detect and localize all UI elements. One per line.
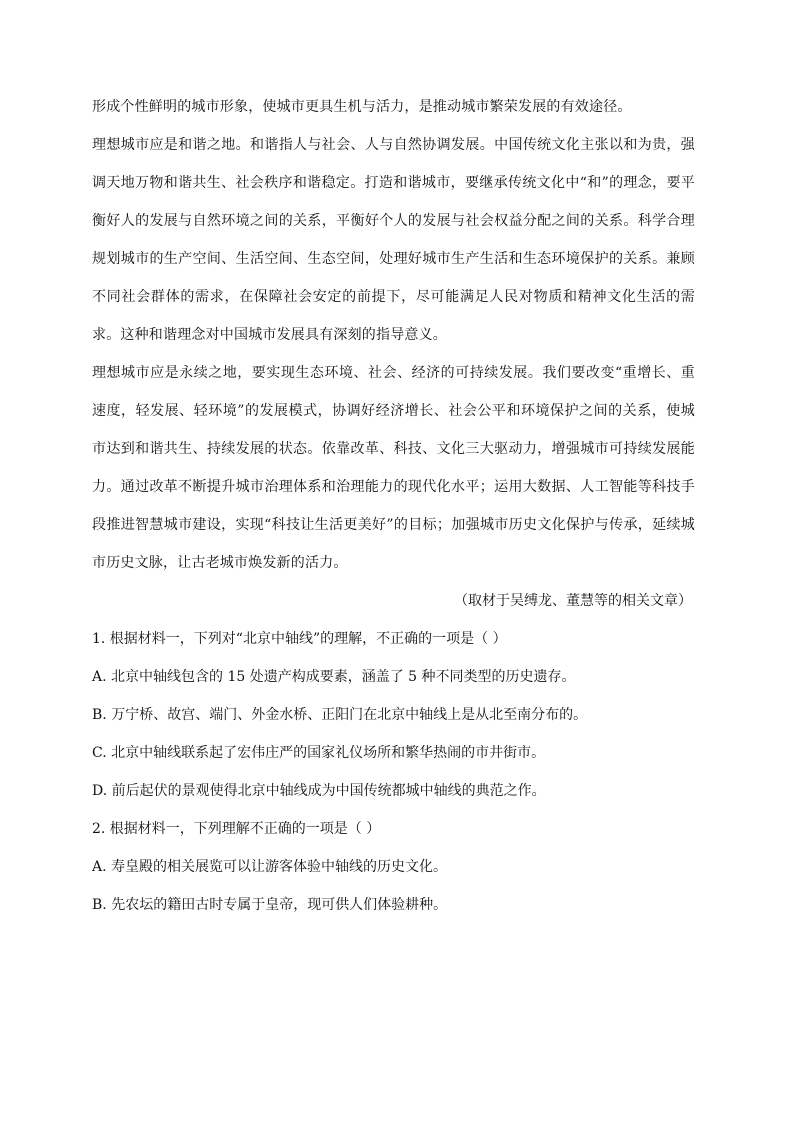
- option-b: B. 万宁桥、故宫、端门、外金水桥、正阳门在北京中轴线上是从北至南分布的。: [92, 707, 588, 723]
- question-stem: 1. 根据材料一，下列对“北京中轴线”的理解，不正确的一项是（ ）: [92, 631, 507, 647]
- question-stem: 2. 根据材料一，下列理解不正确的一项是（ ）: [92, 821, 381, 837]
- option-d: D. 前后起伏的景观使得北京中轴线成为中国传统都城中轴线的典范之作。: [92, 783, 546, 799]
- source-citation: （取材于吴缚龙、董慧等的相关文章）: [454, 593, 692, 609]
- question-1: [92, 620, 695, 810]
- paragraph-intro: 形成个性鲜明的城市形象，使城市更具生机与活力，是推动城市繁荣发展的有效途径。: [92, 99, 632, 115]
- option-a: A. 北京中轴线包含的 15 处遗产构成要素，涵盖了 5 种不同类型的历史遗存。: [92, 669, 576, 685]
- option-a: A. 寿皇殿的相关展览可以让游客体验中轴线的历史文化。: [92, 859, 448, 875]
- document-page: [92, 88, 695, 924]
- option-b: B. 先农坛的籍田古时专属于皇帝，现可供人们体验耕种。: [92, 897, 448, 913]
- option-c: C. 北京中轴线联系起了宏伟庄严的国家礼仪场所和繁华热闹的市井街市。: [92, 745, 546, 761]
- question-2: [92, 810, 695, 924]
- paragraph-sustainable: 理想城市应是永续之地，要实现生态环境、社会、经济的可持续发展。我们要改变“重增长、重速度，轻发展、轻环境”的发展模式，协调好经济增长、社会公平和环境保护之间的关系，使城市达到和谐共生、持续发展的状态。依靠改革、科技、文化三大驱动力，增强城市可持续发展能力。通过改革不断提升城市治理体系和治理能力的现代化水平；运用大数据、人工智能等科技手段推进智慧城市建设，实现“科技让生活更美好”的目标；加强城市历史文化保护与传承，延续城市历史文脉，让古老城市焕发新的活力。: [92, 365, 695, 571]
- paragraph-harmony: 理想城市应是和谐之地。和谐指人与社会、人与自然协调发展。中国传统文化主张以和为贵，强调天地万物和谐共生、社会秩序和谐稳定。打造和谐城市，要继承传统文化中“和”的理念，要平衡好人的发展与自然环境之间的关系，平衡好个人的发展与社会权益分配之间的关系。科学合理规划城市的生产空间、生活空间、生态空间，处理好城市生产生活和生态环境保护的关系。兼顾不同社会群体的需求，在保障社会安定的前提下，尽可能满足人民对物质和精神文化生活的需求。这种和谐理念对中国城市发展具有深刻的指导意义。: [92, 137, 695, 343]
